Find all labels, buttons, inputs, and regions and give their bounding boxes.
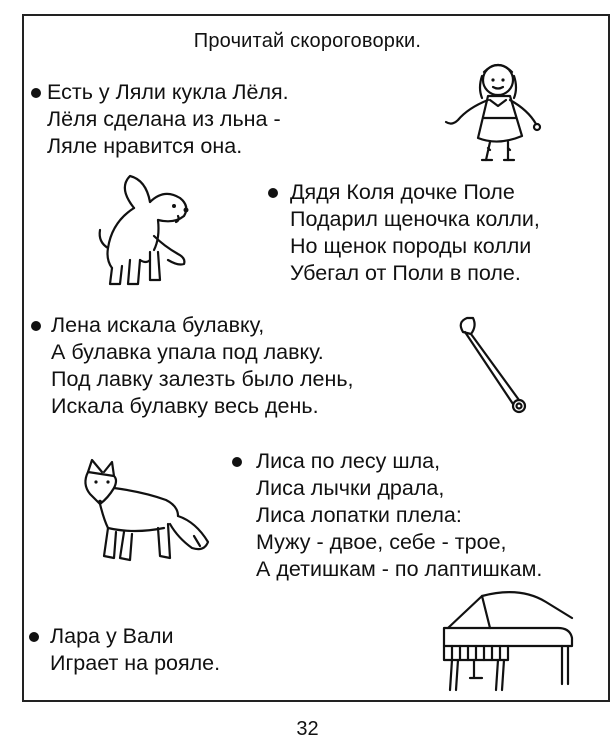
verse-1	[47, 79, 289, 160]
verse-4-line-4: Мужу - двое, себе - трое,	[256, 530, 507, 554]
verse-4-line-5: А детишкам - по лаптишкам.	[256, 557, 543, 581]
page-title: Прочитай скороговорки.	[193, 30, 422, 52]
verse-3	[51, 312, 354, 420]
page-number: 32	[296, 718, 319, 740]
verse-1-line-3: Ляле нравится она.	[47, 134, 243, 158]
verse-4-line-1: Лиса по лесу шла,	[256, 449, 441, 473]
verse-1-bullet	[31, 88, 41, 98]
verse-5-line-1: Лара у Вали	[50, 624, 174, 648]
verse-5-line-2: Играет на рояле.	[50, 651, 221, 675]
verse-1-line-2: Лёля сделана из льна -	[47, 107, 281, 131]
verse-3-line-4: Искала булавку весь день.	[51, 394, 319, 418]
verse-1-line-1: Есть у Ляли кукла Лёля.	[47, 80, 289, 104]
verse-4	[256, 448, 542, 583]
verse-2-bullet	[268, 188, 278, 198]
puppy-icon	[94, 168, 204, 290]
verse-2-line-2: Подарил щеночка колли,	[290, 207, 540, 231]
verse-2-line-3: Но щенок породы колли	[290, 234, 532, 258]
verse-2	[290, 179, 540, 287]
grand-piano-icon	[438, 588, 574, 694]
verse-5-bullet	[29, 632, 39, 642]
verse-4-line-3: Лиса лопатки плела:	[256, 503, 462, 527]
safety-pin-icon	[455, 312, 535, 414]
fox-icon	[74, 458, 212, 570]
verse-2-line-1: Дядя Коля дочке Поле	[290, 180, 515, 204]
verse-3-line-1: Лена искала булавку,	[51, 313, 265, 337]
verse-3-bullet	[31, 321, 41, 331]
verse-4-bullet	[232, 457, 242, 467]
verse-4-line-2: Лиса лычки драла,	[256, 476, 445, 500]
verse-3-line-2: А булавка упала под лавку.	[51, 340, 324, 364]
verse-5	[50, 623, 220, 677]
doll-icon	[438, 58, 542, 170]
verse-2-line-4: Убегал от Поли в поле.	[290, 261, 521, 285]
verse-3-line-3: Под лавку залезть было лень,	[51, 367, 354, 391]
